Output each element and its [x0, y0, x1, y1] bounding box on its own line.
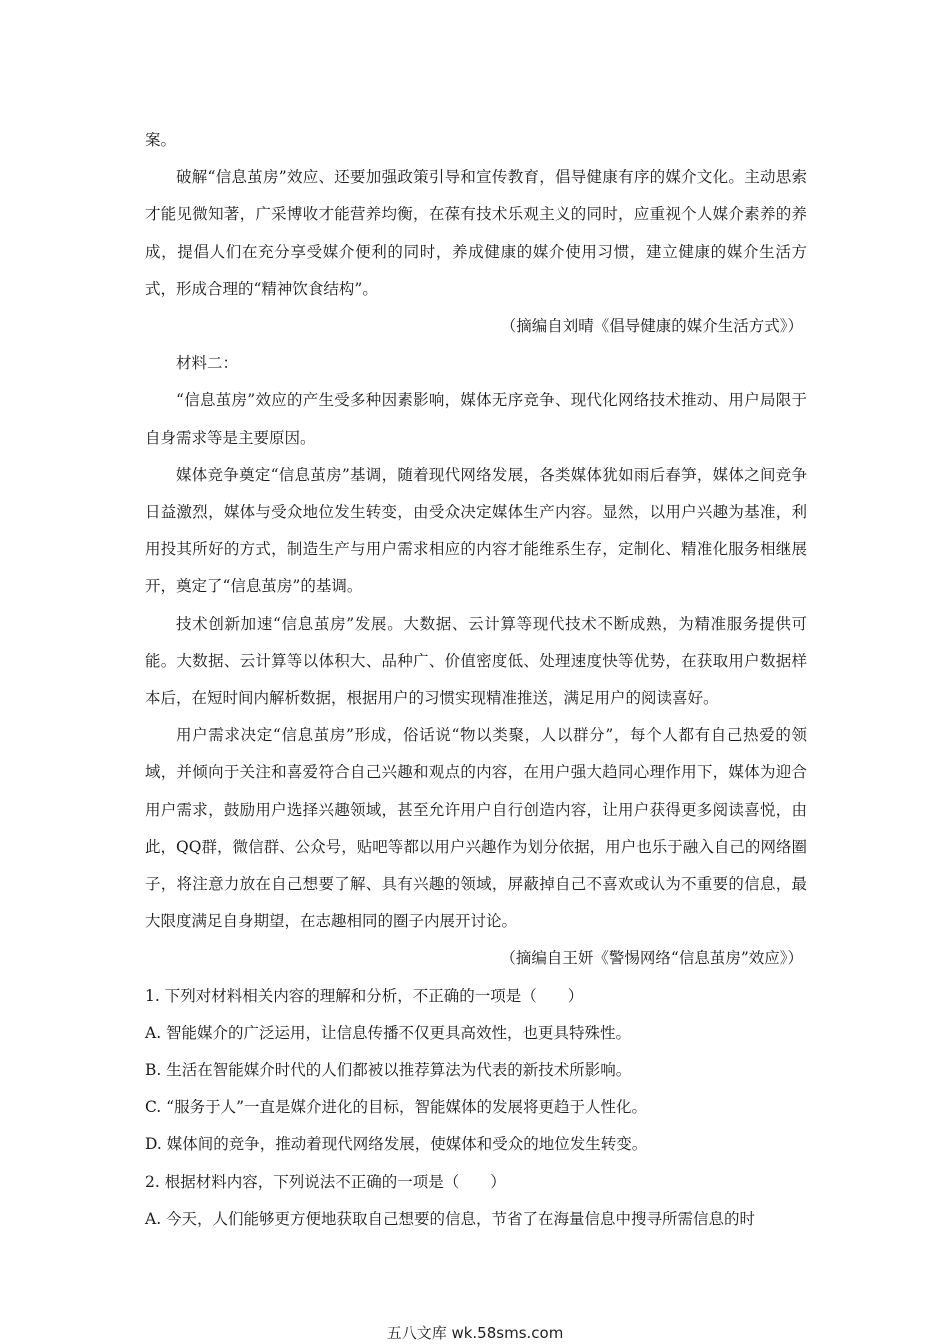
question-1-option-d: D. 媒体间的竞争，推动着现代网络发展，使媒体和受众的地位发生转变。	[145, 1135, 648, 1154]
paragraph-causes: “信息茧房”效应的产生受多种因素影响，媒体无序竞争、现代化网络技术推动、用户局限于自身需求等是主要原因。	[145, 391, 807, 447]
question-2-option-a: A. 今天，人们能够更方便地获取自己想要的信息，节省了在海量信息中搜寻所需信息的时	[145, 1209, 756, 1228]
question-1	[145, 978, 807, 1164]
question-1-option-b: B. 生活在智能媒介时代的人们都被以推荐算法为代表的新技术所影响。	[145, 1061, 632, 1080]
material-two-heading: 材料二：	[176, 354, 239, 373]
paragraph-technology: 技术创新加速“信息茧房”发展。大数据、云计算等现代技术不断成熟，为精准服务提供可能。大数据、云计算等以体积大、品种广、价值密度低、处理速度快等优势，在获取用户数据样本后，在短时间内解析数据，根据用户的习惯实现精准推送，满足用户的阅读喜好。	[145, 614, 807, 708]
paragraph-breaking-cocoon: 破解“信息茧房”效应、还要加强政策引导和宣传教育，倡导健康有序的媒介文化。主动思索才能见微知著，广采博收才能营养均衡，在葆有技术乐观主义的同时，应重视个人媒介素养的养成，提倡人们在充分享受媒介便利的同时，养成健康的媒介使用习惯，建立健康的媒介生活方式，形成合理的“精神饮食结构”。	[145, 168, 807, 298]
footer-watermark: 五八文库 wk.58sms.com	[386, 1324, 564, 1342]
paragraph-user-demand: 用户需求决定“信息茧房”形成，俗话说“物以类聚，人以群分”，每个人都有自己热爱的领域，并倾向于关注和喜爱符合自己兴趣和观点的内容，在用户强大趋同心理作用下，媒体为迎合用户需求，鼓励用户选择兴趣领域，甚至允许用户自行创造内容，让用户获得更多阅读喜悦，由此，QQ群，微信群、公众号，贴吧等都以用户兴趣作为划分依据，用户也乐于融入自己的网络圈子，将注意力放在自己想要了解、具有兴趣的领域，屏蔽掉自己不喜欢或认为不重要的信息，最大限度满足自身期望，在志趣相同的圈子内展开讨论。	[145, 726, 807, 931]
question-2	[145, 1164, 807, 1238]
question-1-option-a: A. 智能媒介的广泛运用，让信息传播不仅更具高效性，也更具特殊性。	[145, 1023, 632, 1042]
question-1-option-c: C. “服务于人”一直是媒介进化的目标，智能媒体的发展将更趋于人性化。	[145, 1098, 648, 1117]
document-body	[145, 122, 807, 1238]
source-citation-2: （摘编自王妍《警惕网络“信息茧房”效应》）	[500, 949, 803, 968]
question-2-stem: 2. 根据材料内容，下列说法不正确的一项是（ ）	[145, 1172, 506, 1191]
paragraph-media-competition: 媒体竞争奠定“信息茧房”基调，随着现代网络发展，各类媒体犹如雨后春笋，媒体之间竞争日益激烈，媒体与受众地位发生转变，由受众决定媒体生产内容。显然，以用户兴趣为基准，利用投其所好的方式，制造生产与用户需求相应的内容才能维系生存，定制化、精准化服务相继展开，奠定了“信息茧房”的基调。	[145, 465, 807, 596]
paragraph-continuation: 案。	[145, 131, 177, 149]
source-citation-1: （摘编自刘晴《倡导健康的媒介生活方式》）	[500, 317, 803, 336]
question-1-stem: 1. 下列对材料相关内容的理解和分析，不正确的一项是（ ）	[145, 986, 584, 1005]
